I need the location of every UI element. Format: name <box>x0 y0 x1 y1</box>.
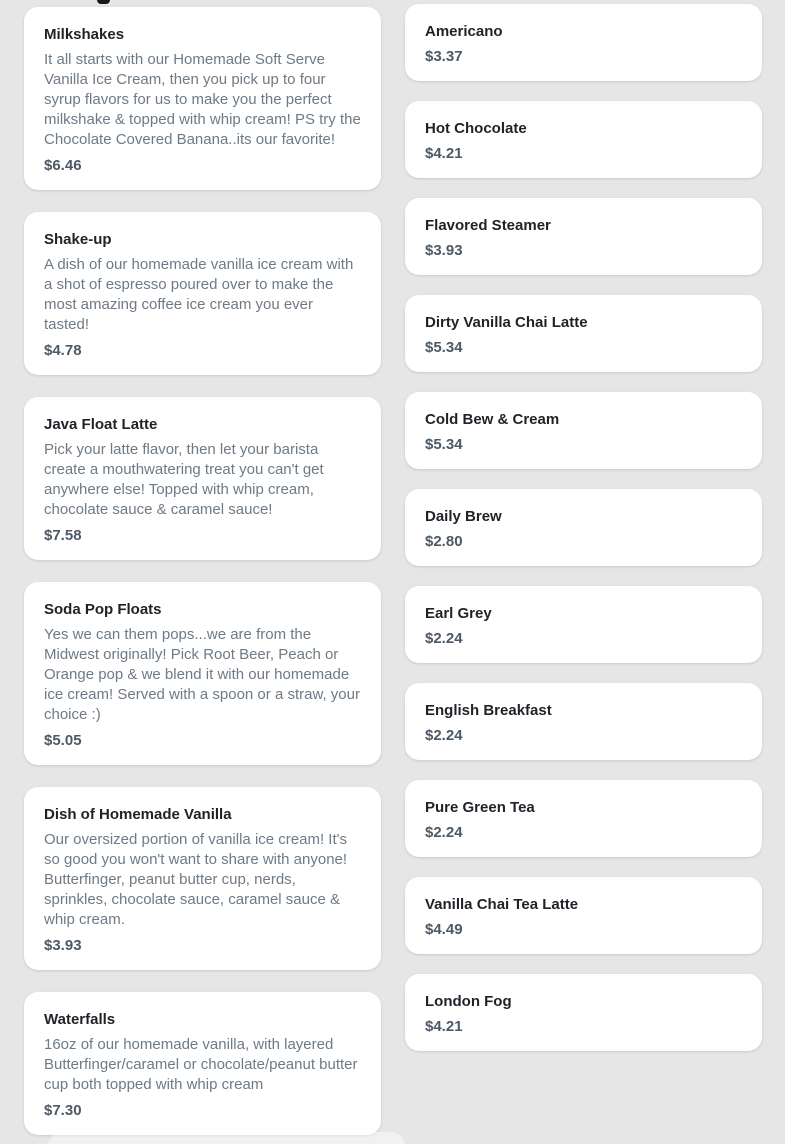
menu-item-name: Soda Pop Floats <box>44 601 162 618</box>
menu-item-price: $2.80 <box>425 533 463 550</box>
menu-item-name: Daily Brew <box>425 508 502 525</box>
menu-item-description: Yes we can them pops...we are from the Midwest originally! Pick Root Beer, Peach or Orange pop & we blend it with our homemade ice cream! Served with a spoon or a straw, your choice :) <box>44 626 360 723</box>
menu-item-name: Earl Grey <box>425 605 492 622</box>
menu-item-card[interactable] <box>405 101 762 178</box>
menu-item-name: Hot Chocolate <box>425 120 527 137</box>
menu-item-price: $4.21 <box>425 145 463 162</box>
menu-item-name: Cold Bew & Cream <box>425 411 560 428</box>
menu-item-name: Vanilla Chai Tea Latte <box>425 896 579 913</box>
menu-item-card[interactable] <box>24 582 381 765</box>
menu-item-card[interactable] <box>405 392 762 469</box>
menu-item-card[interactable] <box>24 397 381 560</box>
menu-item-price: $4.21 <box>425 1018 463 1035</box>
menu-item-price: $5.34 <box>425 339 463 356</box>
menu-item-card[interactable] <box>405 489 762 566</box>
menu-item-description: Pick your latte flavor, then let your barista create a mouthwatering treat you can't get anywhere else! Topped with whip cream, chocolate sauce & caramel sauce! <box>44 441 324 518</box>
menu-item-card[interactable] <box>405 4 762 81</box>
menu-item-card[interactable] <box>24 212 381 375</box>
menu-item-name: Americano <box>425 23 503 40</box>
menu-item-name: English Breakfast <box>425 702 552 719</box>
menu-column-simple <box>405 4 762 1051</box>
menu-item-card[interactable] <box>24 787 381 970</box>
menu-item-card[interactable] <box>405 198 762 275</box>
menu-item-card[interactable] <box>405 295 762 372</box>
menu-item-price: $2.24 <box>425 824 463 841</box>
menu-item-name: Java Float Latte <box>44 416 158 433</box>
menu-item-price: $7.30 <box>44 1102 82 1119</box>
menu-item-description: It all starts with our Homemade Soft Serve Vanilla Ice Cream, then you pick up to four syrup flavors for us to make you the perfect milkshake & topped with whip cream! PS try the Chocolate Covered Banana..its our favorite! <box>44 51 361 148</box>
menu-item-card[interactable] <box>405 780 762 857</box>
menu-item-card[interactable] <box>405 974 762 1051</box>
menu-item-name: Dirty Vanilla Chai Latte <box>425 314 588 331</box>
menu-item-price: $3.93 <box>425 242 463 259</box>
menu-item-name: London Fog <box>425 993 512 1010</box>
menu-item-name: Pure Green Tea <box>425 799 535 816</box>
menu-item-description: 16oz of our homemade vanilla, with layered Butterfinger/caramel or chocolate/peanut butter cup both topped with whip cream <box>44 1036 358 1093</box>
section-heading-cutoff-mark <box>97 0 110 4</box>
menu-item-price: $4.49 <box>425 921 463 938</box>
menu-item-price: $4.78 <box>44 342 82 359</box>
menu-item-price: $5.05 <box>44 732 82 749</box>
next-card-partial <box>48 1132 405 1144</box>
menu-item-name: Dish of Homemade Vanilla <box>44 806 232 823</box>
menu-column-detailed <box>24 4 381 1135</box>
menu-item-card[interactable] <box>405 683 762 760</box>
menu-item-price: $2.24 <box>425 630 463 647</box>
menu-item-card[interactable] <box>405 586 762 663</box>
menu-item-price: $7.58 <box>44 527 82 544</box>
menu-item-price: $3.93 <box>44 937 82 954</box>
menu-item-card[interactable] <box>24 7 381 190</box>
menu-item-price: $3.37 <box>425 48 463 65</box>
menu-item-price: $6.46 <box>44 157 82 174</box>
menu-item-name: Flavored Steamer <box>425 217 551 234</box>
menu-item-price: $5.34 <box>425 436 463 453</box>
menu-item-name: Shake-up <box>44 231 112 248</box>
menu-item-name: Milkshakes <box>44 26 125 43</box>
menu-item-card[interactable] <box>405 877 762 954</box>
menu-item-price: $2.24 <box>425 727 463 744</box>
menu-item-card[interactable] <box>24 992 381 1135</box>
menu-item-description: A dish of our homemade vanilla ice cream with a shot of espresso poured over to make the most amazing coffee ice cream you ever tasted! <box>44 256 354 333</box>
menu-item-description: Our oversized portion of vanilla ice cream! It's so good you won't want to share with anyone! Butterfinger, peanut butter cup, nerds, sprinkles, chocolate sauce, caramel sauce & whip cream. <box>44 831 348 928</box>
menu-item-name: Waterfalls <box>44 1011 116 1028</box>
